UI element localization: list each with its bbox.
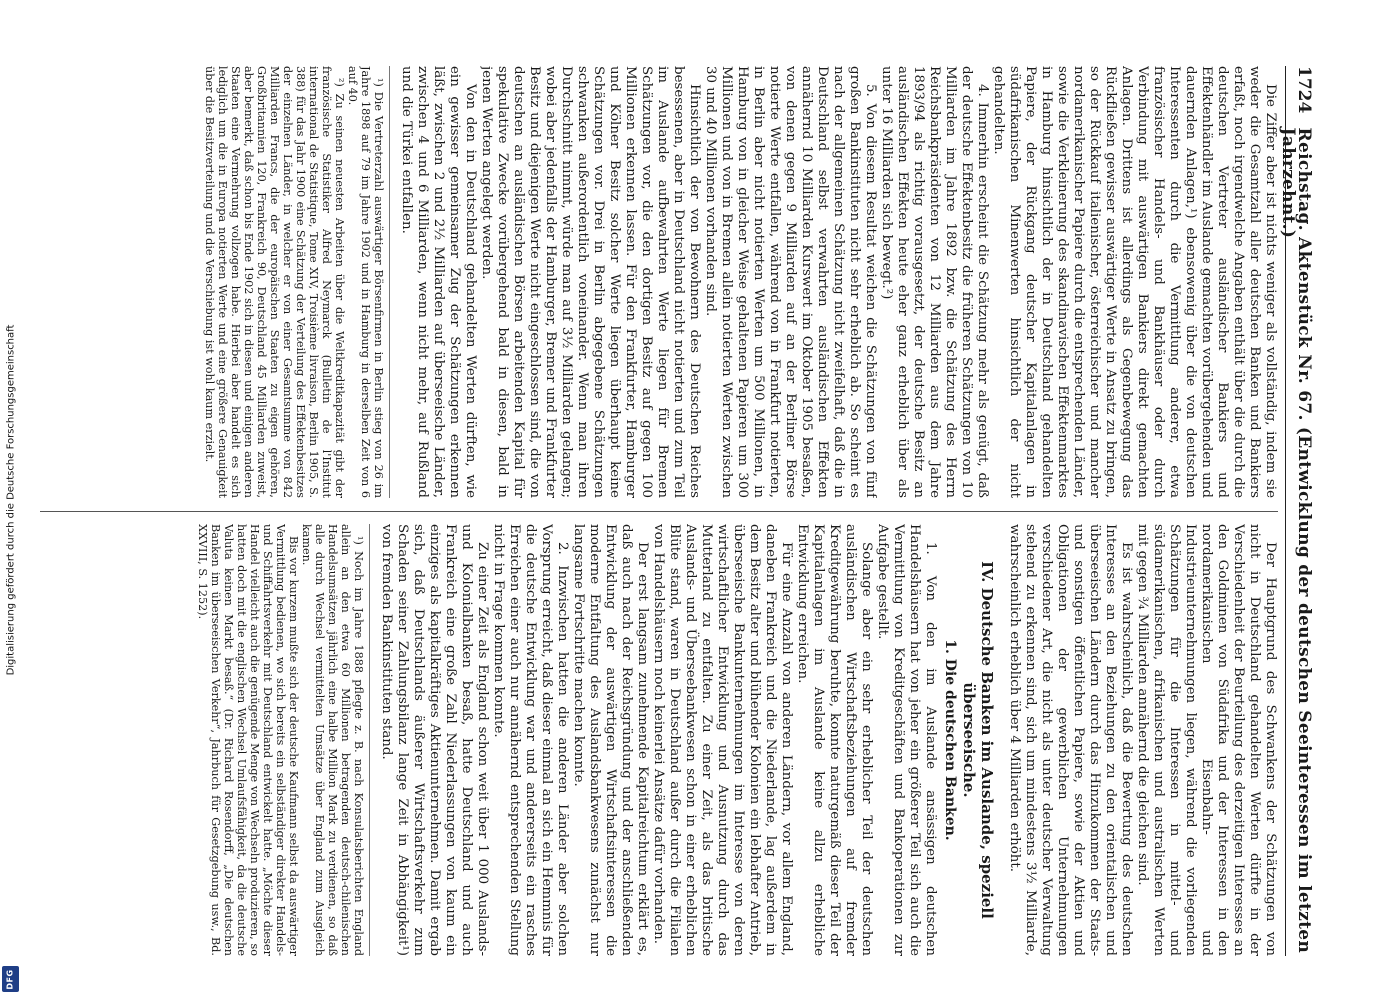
- paragraph: Hinsichtlich der von Bewohnern des Deutschen Reiches besessenen, aber in Deutschland nicht notierten und zum Teil im Auslande aufbewahrten Werte liegen für Bremen Schätzungen vor, die den dortigen Besitz auf gegen 100 Millionen erkennen lassen. Für den Frankfurter, Hamburger und Kölner Besitz solcher Werte liegen überhaupt keine Schätzungen vor. Drei in Berlin abgegebene Schätzungen schwanken außerordentlich voneinander. Wenn man ihren Durchschnitt nimmt, würde man auf 3½ Milliarden gelangen; wobei aber jedenfalls der Hamburger, Bremer und Frankfurter Besitz und diejenigen Werte nicht eingeschlossen sind, die von deutschen an ausländischen Börsen arbeitenden Kapital für spekulative Zwecke vorübergehend bald in diesen, bald in jenen Werten angelegt werden.: [479, 66, 702, 498]
- footnote: ¹) Die Vertreterzahl auswärtiger Börsenfirmen in Berlin stieg von 26 im Jahre 1898 auf 79 im Jahre 1902 und in Hamburg in derselben Zeit von 6 auf 40.: [346, 66, 385, 498]
- paragraph: Zu einer Zeit als England schon weit über 1 000 Auslands- und Kolonialbanken besaß, hatte Deutschland und auch Frankreich eine große Zahl Niederlassungen von kaum ein einziges als kapitalkräftiges Aktienunternehmen. Damit ergab sich, daß Deutschlands äußerer Wirtschaftsverkehr zum Schaden seiner Zahlungsbilanz lange Zeit in Abhängigkeit¹) von fremden Bankinstituten stand.: [379, 524, 490, 956]
- paragraph: Der Hauptgrund des Schwankens der Schätzungen von nicht in Deutschland gehandelten Werten dürfte in der Verschiedenheit der Beurteilung des derzeitigen Interesses an den Goldminen von Südafrika und der Interessen in den nordamerikanischen Eisenbahn- und Industrieunternehmungen liegen, während die vorliegenden Schätzungen für die Interessen in mittel- und südamerikanischen, afrikanischen und australischen Werten mit gegen ¾ Milliarden annähernd die gleichen sind.: [1135, 524, 1278, 956]
- dfg-logo: [2, 966, 19, 992]
- paragraph: 5. Von diesem Resultat weichen die Schätzungen von fünf großen Bankinstituten nicht sehr erheblich ab. So scheint es nach der allgemeinen Schätzung nicht zweifelhaft, daß die in Deutschland selbst verwahrten ausländischen Effekten annähernd 10 Milliarden Kurswert im Oktober 1905 besaßen, von denen gegen 9 Milliarden auf an der Berliner Börse notierte Werte entfallen, während von in Frankfurt notierten, in Berlin aber nicht notierten Werten um 500 Millionen, in Hamburg von in gleicher Weise gehaltenen Papieren um 300 Millionen und von in Bremen allein notierten Werten zwischen 30 und 40 Millionen vorhanden sind.: [703, 66, 878, 498]
- page-number: 1724: [1294, 66, 1314, 114]
- left-column: [40, 66, 1278, 498]
- digitization-credit: [0, 0, 22, 1000]
- paragraph: Von den in Deutschland gehandelten Werten dürften, wie ein gewisser gemeinsamer Zug der Schätzungen erkennen läßt, zwischen 2 und 2½ Milliarden auf überseeische Länder, zwischen 4 und 6 Milliarden, wenn nicht mehr, auf Rußland und die Türkei entfallen.: [399, 66, 478, 498]
- footnotes: [196, 524, 370, 956]
- footnote: Bis vor kurzem mußte sich der deutsche Kaufmann selbst da auswärtiger Vermittlung bedienen, wo sich bereits ein selbständiger direkter Handels- und Schiffahrtsverkehr mit Deutschland entwickelt hatte. „Möchte dieser Handel vielleicht auch die genügende Menge von Wechseln produzieren, so hatten doch mit die englischen Wechsel Umlaufsfähigkeit, da die deutsche Valuta keinen Markt besaß.“ (Dr. Richard Rosendorff, „Die deutschen Banken im überseeischen Verkehr“, Jahrbuch für Gesetzgebung usw., Bd. XXVIII, S. 1252).: [196, 524, 300, 956]
- paragraph: Für eine Anzahl von anderen Ländern, vor allem England, daneben Frankreich und die Niederlande, lag außerdem in dem Besitz alter und blühender Kolonien ein lebhafter Antrieb, überseeische Bankunternehmungen im Interesse von deren wirtschaftlicher Entwicklung und Ausnutzung durch das Mutterland zu entfalten. Zu einer Zeit, als das britische Auslands- und Überseebankwesen schon in einer erheblichen Blüte stand, waren in Deutschland außer durch die Filialen von Handelshäusern noch keinerlei Ansätze dafür vorhanden.: [651, 524, 794, 956]
- dfg-logo-text: DFG: [6, 968, 16, 990]
- paragraph: 4. Immerhin erscheint die Schätzung mehr als genügt, daß der deutsche Effektenbesitz die früheren Schätzungen von 10 Milliarden im Jahre 1892 bzw. die Schätzung des Herrn Reichsbankpräsidenten von 12 Milliarden aus dem Jahre 1893/94 als richtig vorausgesetzt, der deutsche Besitz an ausländischen Effekten heute eher ganz erheblich über als unter 16 Milliarden sich bewegt.²): [879, 66, 990, 498]
- footnotes: [203, 66, 390, 498]
- footnote: ¹) Noch im Jahre 1888 pflegte z. B. nach Konsulatsberichten England allein an den etwa 60 Millionen betragenden deutsch-chilenischen Handelsumsätzen jährlich eine halbe Million Mark zu verdienen, so daß alle durch Wechsel vermittelten Umsätze über England zum Ausgleich kamen.: [300, 524, 365, 956]
- paragraph: Es ist wahrscheinlich, daß die Bewertung des deutschen Interesses an den Beziehungen zu den orientalischen und überseeischen Ländern durch das Hinzukommen der Staats- und sonstigen öffentlichen Papiere, sowie der Aktien und Obligationen der gewerblichen Unternehmungen verschiedener Art, die nicht als unter deutscher Verwaltung stehend zu erkennen sind, sich um mindestens 3½ Milliarde, wahrscheinlich erheblich über 4 Milliarden erhöht.: [1007, 524, 1134, 956]
- paragraph: Der erst langsam zunehmende Kapitalreichtum erklärt es, daß auch nach der Reichsgründung und der anschließenden Entwicklung der auswärtigen Wirtschaftsinteressen die moderne Entfaltung des Auslandsbankwesens zunächst nur langsame Fortschritte machen konnte.: [571, 524, 650, 956]
- subsection-heading: 1. Die deutschen Banken.: [942, 639, 958, 841]
- paragraph: 2. Inzwischen hatten die anderen Länder aber solchen Vorsprung erreicht, daß dieser einmal an sich ein Hemmnis für die deutsche Entwicklung war und andererseits ein rasches Erreichen einer auch nur annähernd entsprechenden Stellung nicht in Frage kommen konnte.: [491, 524, 570, 956]
- paragraph: Die Ziffer aber ist nichts weniger als vollständig, indem sie weder die Gesamtzahl aller deutschen Banken und Bankiers erfaßt, noch irgendwelche Angaben enthält über die durch die deutschen Vertreter ausländischer Bankiers und Effektenhändler im Auslande gemachten vorübergehenden und dauernden Anlagen,¹) ebensowenig über die von deutschen Interessenten durch die Vermittlung anderer, etwa französischer Handels- und Bankhäuser oder durch Verbindung mit auswärtigen Bankiers direkt gemachten Anlagen. Drittens ist allerdings als Gegenbewegung das Rückfließen gewisser auswärtiger Werte in Ansatz zu bringen, so der Rückkauf italienischer, österreichischer und mancher nordamerikanischer Papiere durch die entsprechenden Länder, sowie die Verkleinerung des skandinavischen Effektenmarktes in Hamburg hinsichtlich der in Deutschland gehandelten Papiere, der Rückgang deutscher Kapitalanlagen in südafrikanischen Minenwerten hinsichtlich der nicht gehandelten.: [991, 66, 1278, 498]
- paragraph: 1. Von den im Auslande ansässigen deutschen Handelshäusern hat von jeher ein größerer Teil sich auch die Vermittlung von Kreditgeschäften und Bankoperationen zur Aufgabe gestellt.: [875, 524, 938, 956]
- section-heading: IV. Deutsche Banken im Auslande, speziell überseeische.: [960, 561, 996, 919]
- running-title: Reichstag. Aktenstück Nr. 67. (Entwicklung der deutschen Seeinteressen im letzten Jahrzehnt.): [1278, 127, 1314, 954]
- printed-page: [40, 66, 1312, 956]
- scanned-page-area: [40, 66, 1312, 956]
- column-divider: [40, 511, 1278, 512]
- right-column: [40, 524, 1278, 956]
- dfg-credit-text: Digitalisierung gefördert durch die Deutsche Forschungsgemeinschaft: [5, 324, 17, 676]
- footnote: ²) Zu seinen neuesten Arbeiten über die Weltkreditkapazität gibt der französische Statistiker Alfred Neymarck (Bulletin de l'Institut international de Statistique, Tome XIV, Troisième livraison, Berlin 1905, S. 388) für das Jahr 1900 eine Schätzung der Verteilung des Effektenbesitzes der einzelnen Länder, in welcher er von einer Gesamtsumme von 842 Milliarden Francs, die der europäischen Staaten zu eigen gehören, Großbritannien 120, Frankreich 90, Deutschland 45 Milliarden zuweist, aber bemerkt, daß schon bis Ende 1902 sich in diesen und einigen anderen Staaten eine Vermehrung vollzogen habe. Hierbei aber handelt es sich lediglich um die in Europa notierten Werte und eine größere Genauigkeit über die Besitzverteilung und die Verschiebung ist wohl kaum erzielt.: [203, 66, 346, 498]
- running-head: [1278, 66, 1314, 956]
- paragraph: Solange aber ein sehr erheblicher Teil der deutschen ausländischen Wirtschaftsbeziehungen auf fremder Kreditgewährung beruhte, konnte naturgemäß dieser Teil der Kapitalanlagen im Auslande keine allzu erhebliche Entwicklung erreichen.: [795, 524, 874, 956]
